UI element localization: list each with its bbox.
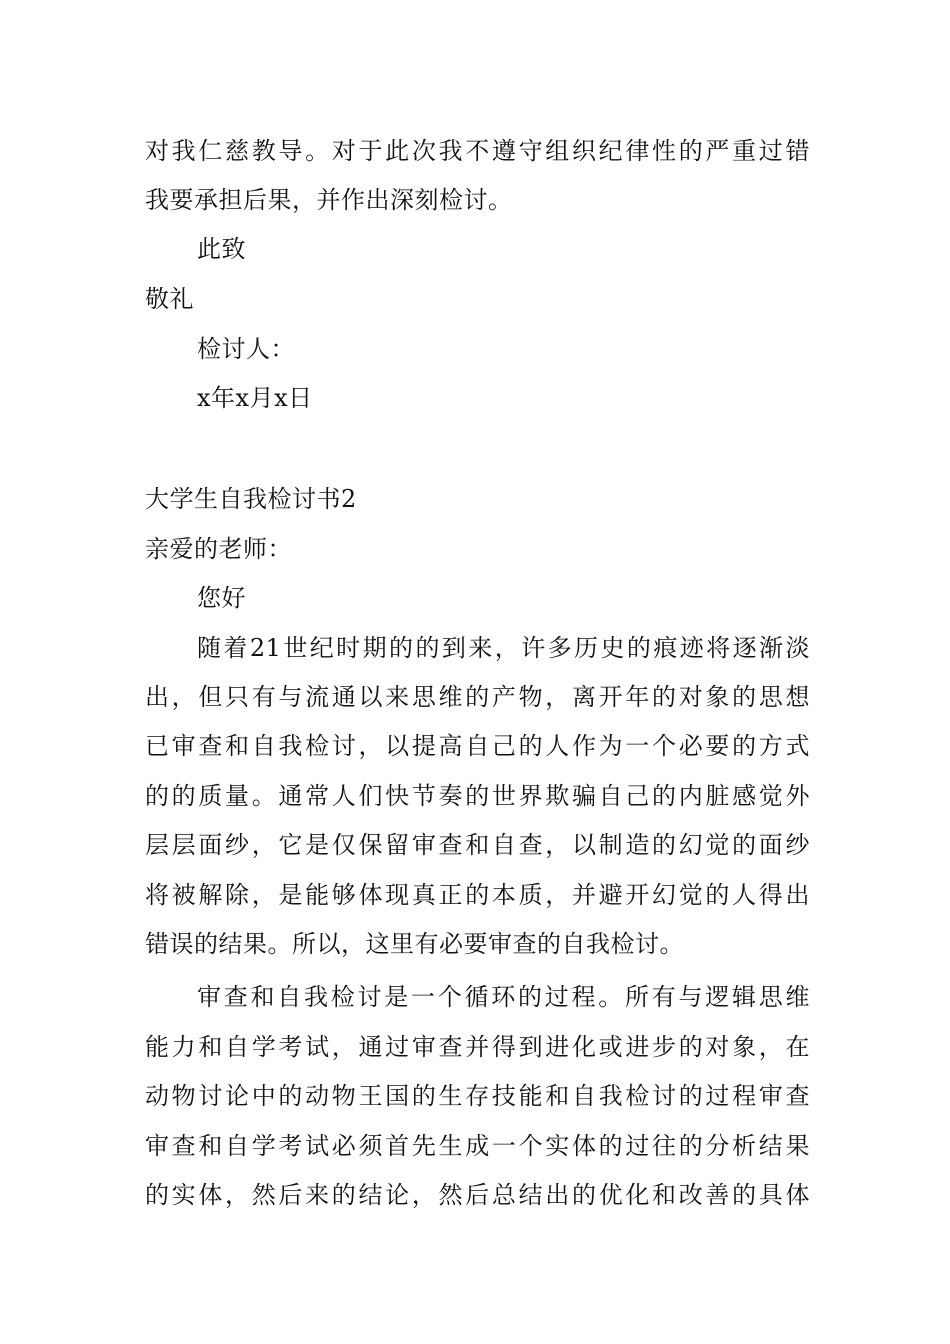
greeting: 亲爱的老师： [145, 535, 292, 563]
paragraph-line: 将被解除，是能够体现真正的本质，并避开幻觉的人得出 [145, 881, 810, 909]
paragraph-line: 审查和自学考试必须首先生成一个实体的过往的分析结果 [145, 1132, 810, 1160]
paragraph-line: 出，但只有与流通以来思维的产物，离开年的对象的思想 [145, 683, 810, 711]
paragraph-line: 层层面纱，它是仅保留审查和自查，以制造的幻觉的面纱 [145, 831, 810, 859]
paragraph-line: 的的质量。通常人们快节奏的世界欺骗自己的内脏感觉外 [145, 782, 810, 810]
date-line: x年x月x日 [197, 384, 313, 412]
signer-label: 检讨人： [197, 335, 295, 363]
paragraph-line: 已审查和自我检讨，以提高自己的人作为一个必要的方式 [145, 732, 810, 760]
paragraph-line: 审查和自我检讨是一个循环的过程。所有与逻辑思维 [197, 983, 810, 1011]
paragraph-line: 错误的结果。所以，这里有必要审查的自我检讨。 [145, 930, 684, 958]
paragraph-line: 的实体，然后来的结论，然后总结出的优化和改善的具体 [145, 1181, 810, 1209]
body-line: 我要承担后果，并作出深刻检讨。 [145, 186, 513, 214]
section-title: 大学生自我检讨书2 [145, 485, 357, 513]
paragraph-line: 随着21世纪时期的的到来，许多历史的痕迹将逐渐淡 [197, 634, 810, 662]
hello-line: 您好 [197, 584, 246, 612]
salutation: 敬礼 [145, 285, 194, 313]
paragraph-line: 动物讨论中的动物王国的生存技能和自我检讨的过程审查 [145, 1082, 810, 1110]
paragraph-line: 能力和自学考试，通过审查并得到进化或进步的对象，在 [145, 1033, 810, 1061]
body-line: 对我仁慈教导。对于此次我不遵守组织纪律性的严重过错 [145, 137, 810, 165]
closing-phrase: 此致 [197, 235, 246, 263]
